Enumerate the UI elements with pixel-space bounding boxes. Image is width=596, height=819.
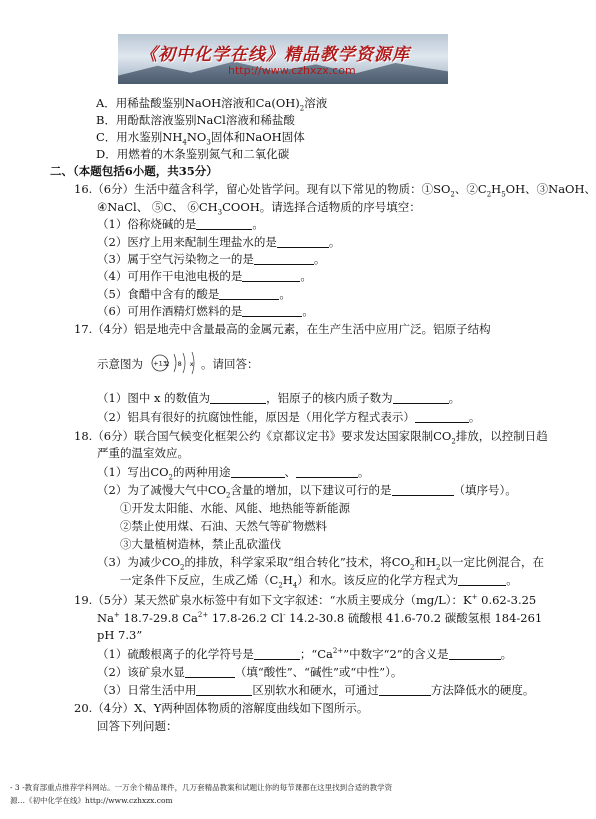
q19-item-1: （1）硫酸根离子的化学符号是 ；“$Ca^{2+}$”中数字“2”的含义是 。 <box>97 647 513 661</box>
answer-blank[interactable] <box>185 665 235 678</box>
q19-stem-2: Na+ 18.7-29.8 $Ca^{2+}$ 17.8-26.2 Cl- 14.2-30.8 硫酸根 41.6-70.2 碳酸氢根 184-261 <box>97 611 543 625</box>
q16-item-4: （4）可用作干电池电极的是 。 <box>97 269 312 283</box>
answer-blank[interactable] <box>231 465 285 478</box>
q16-item-1: （1）俗称烧碱的是 。 <box>97 217 264 231</box>
q17-item-2: （2）铝具有很好的抗腐蚀性能，原因是（用化学方程式表示） 。 <box>97 410 481 424</box>
answer-blank[interactable] <box>254 252 314 265</box>
q18-item-1: （1）写出$CO_2$的两种用途 、 。 <box>97 465 370 482</box>
option-d: D．用燃着的木条鉴别氮气和二氧化碳 <box>96 147 290 161</box>
aluminum-atom-diagram <box>150 351 204 375</box>
answer-blank[interactable] <box>415 410 469 423</box>
section-heading: 二、（本题包括6小题，共35分） <box>50 164 218 178</box>
q18-stem: 18.（6分）联合国气候变化框架公约《京都议定书》要求发达国家限制$CO_2$排放，以控制日趋 <box>74 429 548 446</box>
atom-shell-labels: 2 8 x <box>165 360 197 368</box>
q17-stem: 17.（4分）铝是地壳中含量最高的金属元素，在生产生活中应用广泛。铝原子结构 <box>74 322 491 336</box>
q16-item-5: （5）食醋中含有的酸是 。 <box>97 287 291 301</box>
answer-blank[interactable] <box>277 235 329 248</box>
answer-blank[interactable] <box>210 391 266 404</box>
answer-blank[interactable] <box>196 683 252 696</box>
q20-stem-2: 回答下列问题： <box>97 719 178 733</box>
q18-choice-2: ②禁止使用煤、石油、天然气等矿物燃料 <box>120 519 327 533</box>
q18-choice-3: ③大量植树造林，禁止乱砍滥伐 <box>120 537 281 551</box>
q18-stem-2: 严重的温室效应。 <box>97 446 189 460</box>
answer-blank[interactable] <box>392 483 454 496</box>
q18-item-3-cont: 一定条件下反应，生成乙烯$(C_2H_4)$和水。该反应的化学方程式为 。 <box>120 573 518 590</box>
answer-blank[interactable] <box>242 269 300 282</box>
q18-item-2: （2）为了减慢大气中$CO_2$含量的增加，以下建议可行的是 （填序号）。 <box>97 483 517 500</box>
banner-url[interactable]: http://www.czhxzx.com <box>228 64 356 77</box>
answer-blank[interactable] <box>458 573 506 586</box>
answer-blank[interactable] <box>379 683 431 696</box>
footer-line-2[interactable]: 源…《初中化学在线》http://www.czhxzx.com <box>10 796 173 805</box>
answer-blank[interactable] <box>296 465 358 478</box>
banner-title: 《初中化学在线》精品教学资源库 <box>140 45 410 65</box>
q19-item-2: （2）该矿泉水显 （填“酸性”、“碱性”或“中性”）。 <box>97 665 403 679</box>
q18-choice-1: ①开发太阳能、水能、风能、地热能等新能源 <box>120 501 350 515</box>
q16-item-6: （6）可用作酒精灯燃料的是 。 <box>97 304 314 318</box>
q19-stem-3: pH 7.3” <box>97 628 143 642</box>
option-a: A．用稀盐酸鉴别NaOH溶液和$Ca(OH)_2$溶液 <box>96 96 328 113</box>
header-banner <box>118 34 448 84</box>
q16-stem-2: ④NaCl、 ⑤C、 $⑥CH_3COOH$。请选择合适物质的序号填空： <box>97 200 421 217</box>
option-c: C．用水鉴别$NH_4NO_3$固体和NaOH固体 <box>96 130 305 147</box>
answer-blank[interactable] <box>254 647 300 660</box>
q16-stem: 16.（6分）生活中蕴含科学，留心处皆学问。现有以下常见的物质：$①SO_2$、$②C_2H_5OH$、③NaOH、 <box>74 182 596 199</box>
q18-item-3: （3）为减少$CO_2$的排放，科学家采取“组合转化”技术，将$CO_2$和$H_2$以一定比例混合，在 <box>97 555 544 572</box>
q19-stem: 19.（5分）某天然矿泉水标签中有如下文字叙述：“水质主要成分（mg/L）：K+ 0.62-3.25 <box>74 593 537 607</box>
page-footer <box>10 781 570 807</box>
q20-stem: 20.（4分）X、Y两种固体物质的溶解度曲线如下图所示。 <box>74 701 369 715</box>
answer-blank[interactable] <box>219 287 279 300</box>
answer-blank[interactable] <box>242 304 302 317</box>
q16-item-3: （3）属于空气污染物之一的是 。 <box>97 252 326 266</box>
footer-line-1: - 3 -教育部重点推荐学科网站。一万余个精品课件，几万套精品教案和试题让你的每节课都在这里找到合适的教学资 <box>10 783 393 792</box>
option-b: B．用酚酞溶液鉴别NaCl溶液和稀盐酸 <box>96 113 295 127</box>
atom-nucleus-label: +13 <box>153 359 167 368</box>
answer-blank[interactable] <box>196 217 252 230</box>
q17-item-1: （1）图中 x 的数值为 ，铝原子的核内质子数为 。 <box>97 391 461 405</box>
answer-blank[interactable] <box>449 647 501 660</box>
q19-item-3: （3）日常生活中用 区别软水和硬水，可通过 方法降低水的硬度。 <box>97 683 535 697</box>
answer-blank[interactable] <box>393 391 449 404</box>
q16-item-2: （2）医疗上用来配制生理盐水的是 。 <box>97 235 341 249</box>
q17-stem-2: 示意图为 。请回答： <box>97 357 259 371</box>
